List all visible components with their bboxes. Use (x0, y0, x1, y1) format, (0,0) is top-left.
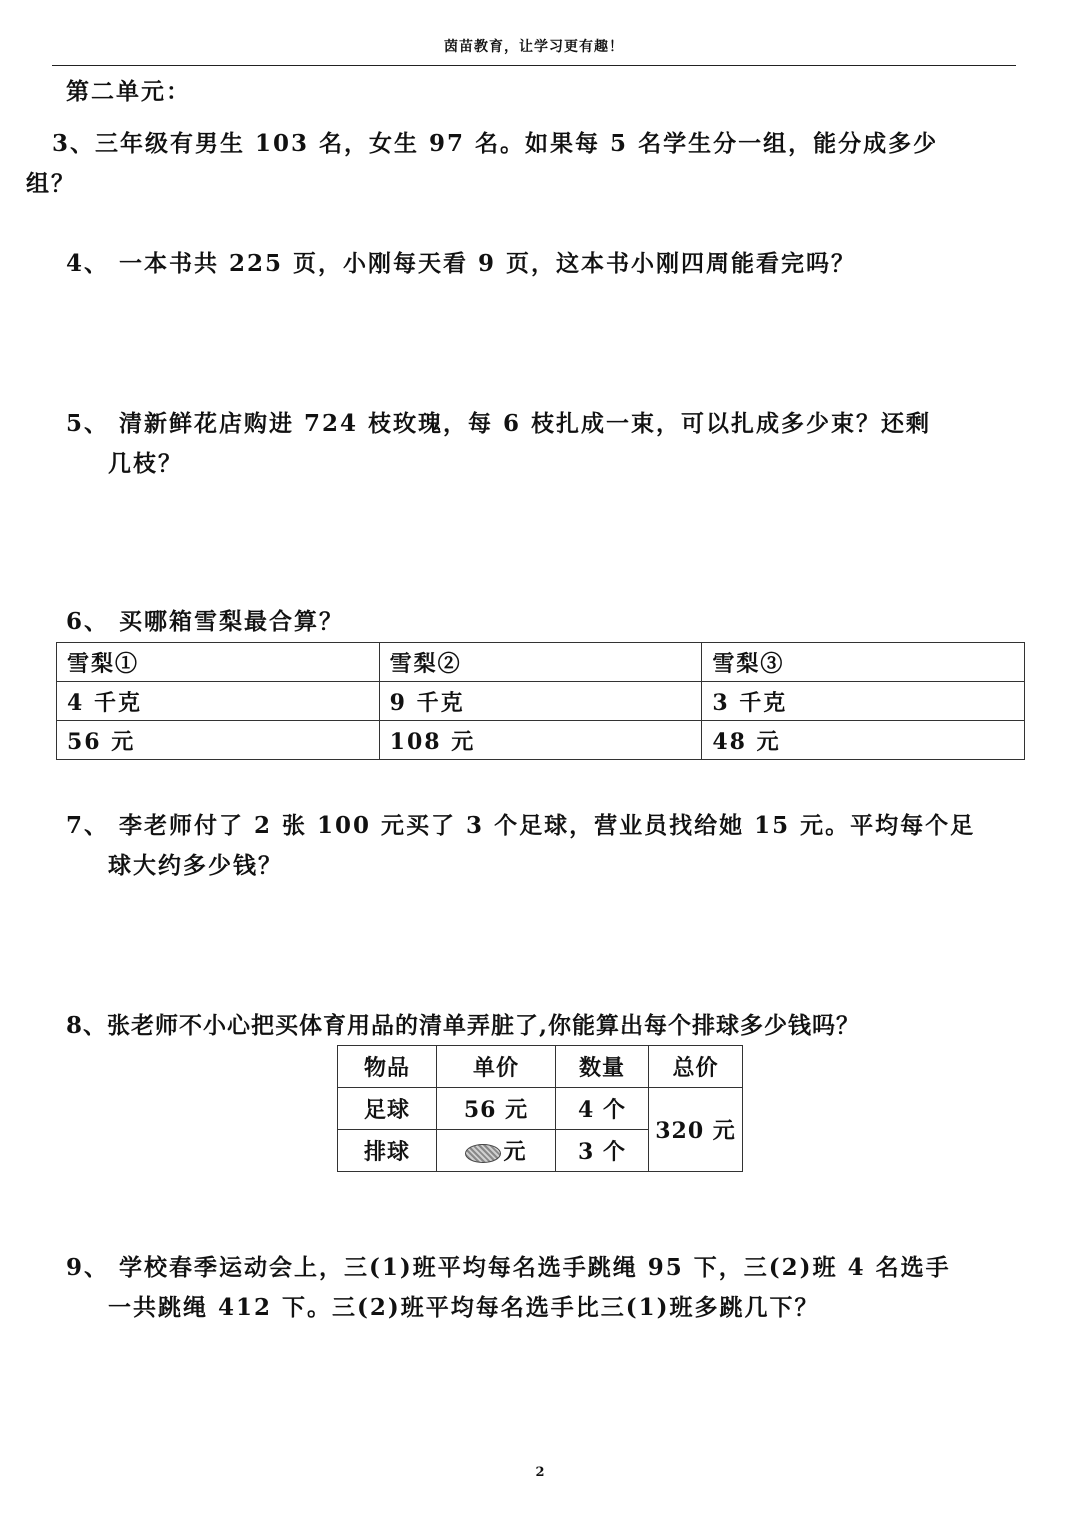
page-header: 茵苗教育，让学习更有趣！ (444, 39, 624, 55)
q7-line2: 球大约多少钱？ (108, 852, 283, 879)
q5-line1: 5、 清新鲜花店购进 724 枝玫瑰，每 6 枝扎成一束，可以扎成多少束？还剩 (66, 410, 932, 437)
pear-price-3: 48 元 (702, 721, 1025, 760)
table-row (57, 682, 1025, 721)
pear-header-2: 雪梨② (379, 643, 702, 682)
q6-line1: 6、 买哪箱雪梨最合算？ (66, 608, 345, 635)
pear-price-2: 108 元 (379, 721, 702, 760)
ink-smudge-icon (465, 1144, 501, 1163)
q8-line1: 8、张老师不小心把买体育用品的清单弄脏了,你能算出每个排球多少钱吗？ (66, 1012, 861, 1039)
page-number: 2 (535, 1465, 545, 1480)
table-row (338, 1088, 743, 1130)
table-row (57, 721, 1025, 760)
football-price: 56 元 (437, 1088, 556, 1130)
table-row (57, 643, 1025, 682)
pear-weight-2: 9 千克 (379, 682, 702, 721)
volleyball-item: 排球 (338, 1130, 437, 1172)
q7-line1: 7、 李老师付了 2 张 100 元买了 3 个足球，营业员找给她 15 元。平均每个足 (66, 812, 976, 839)
pear-header-3: 雪梨③ (702, 643, 1025, 682)
q3-line1: 3、三年级有男生 103 名，女生 97 名。如果每 5 名学生分一组，能分成多少 (52, 130, 939, 157)
unit-title: 第二单元： (66, 78, 191, 105)
sports-header-qty: 数量 (556, 1046, 649, 1088)
volleyball-price (437, 1130, 556, 1172)
q4-line1: 4、 一本书共 225 页，小刚每天看 9 页，这本书小刚四周能看完吗？ (66, 250, 857, 277)
sports-header-total: 总价 (649, 1046, 743, 1088)
total-price: 320 元 (649, 1088, 743, 1172)
football-item: 足球 (338, 1088, 437, 1130)
sports-header-price: 单价 (437, 1046, 556, 1088)
q9-line2: 一共跳绳 412 下。三(2)班平均每名选手比三(1)班多跳几下？ (108, 1294, 820, 1321)
q9-line1: 9、 学校春季运动会上，三(1)班平均每名选手跳绳 95 下，三(2)班 4 名选手 (66, 1254, 951, 1281)
sports-table (337, 1045, 743, 1172)
pear-weight-3: 3 千克 (702, 682, 1025, 721)
q3-line2: 组？ (26, 170, 76, 197)
sports-header-item: 物品 (338, 1046, 437, 1088)
volleyball-price-unit: 元 (503, 1139, 527, 1165)
pear-header-1: 雪梨① (57, 643, 380, 682)
pear-price-1: 56 元 (57, 721, 380, 760)
pear-weight-1: 4 千克 (57, 682, 380, 721)
pear-table (56, 642, 1025, 760)
header-rule (52, 65, 1016, 66)
q5-line2: 几枝？ (108, 450, 183, 477)
volleyball-qty: 3 个 (556, 1130, 649, 1172)
football-qty: 4 个 (556, 1088, 649, 1130)
table-row (338, 1046, 743, 1088)
